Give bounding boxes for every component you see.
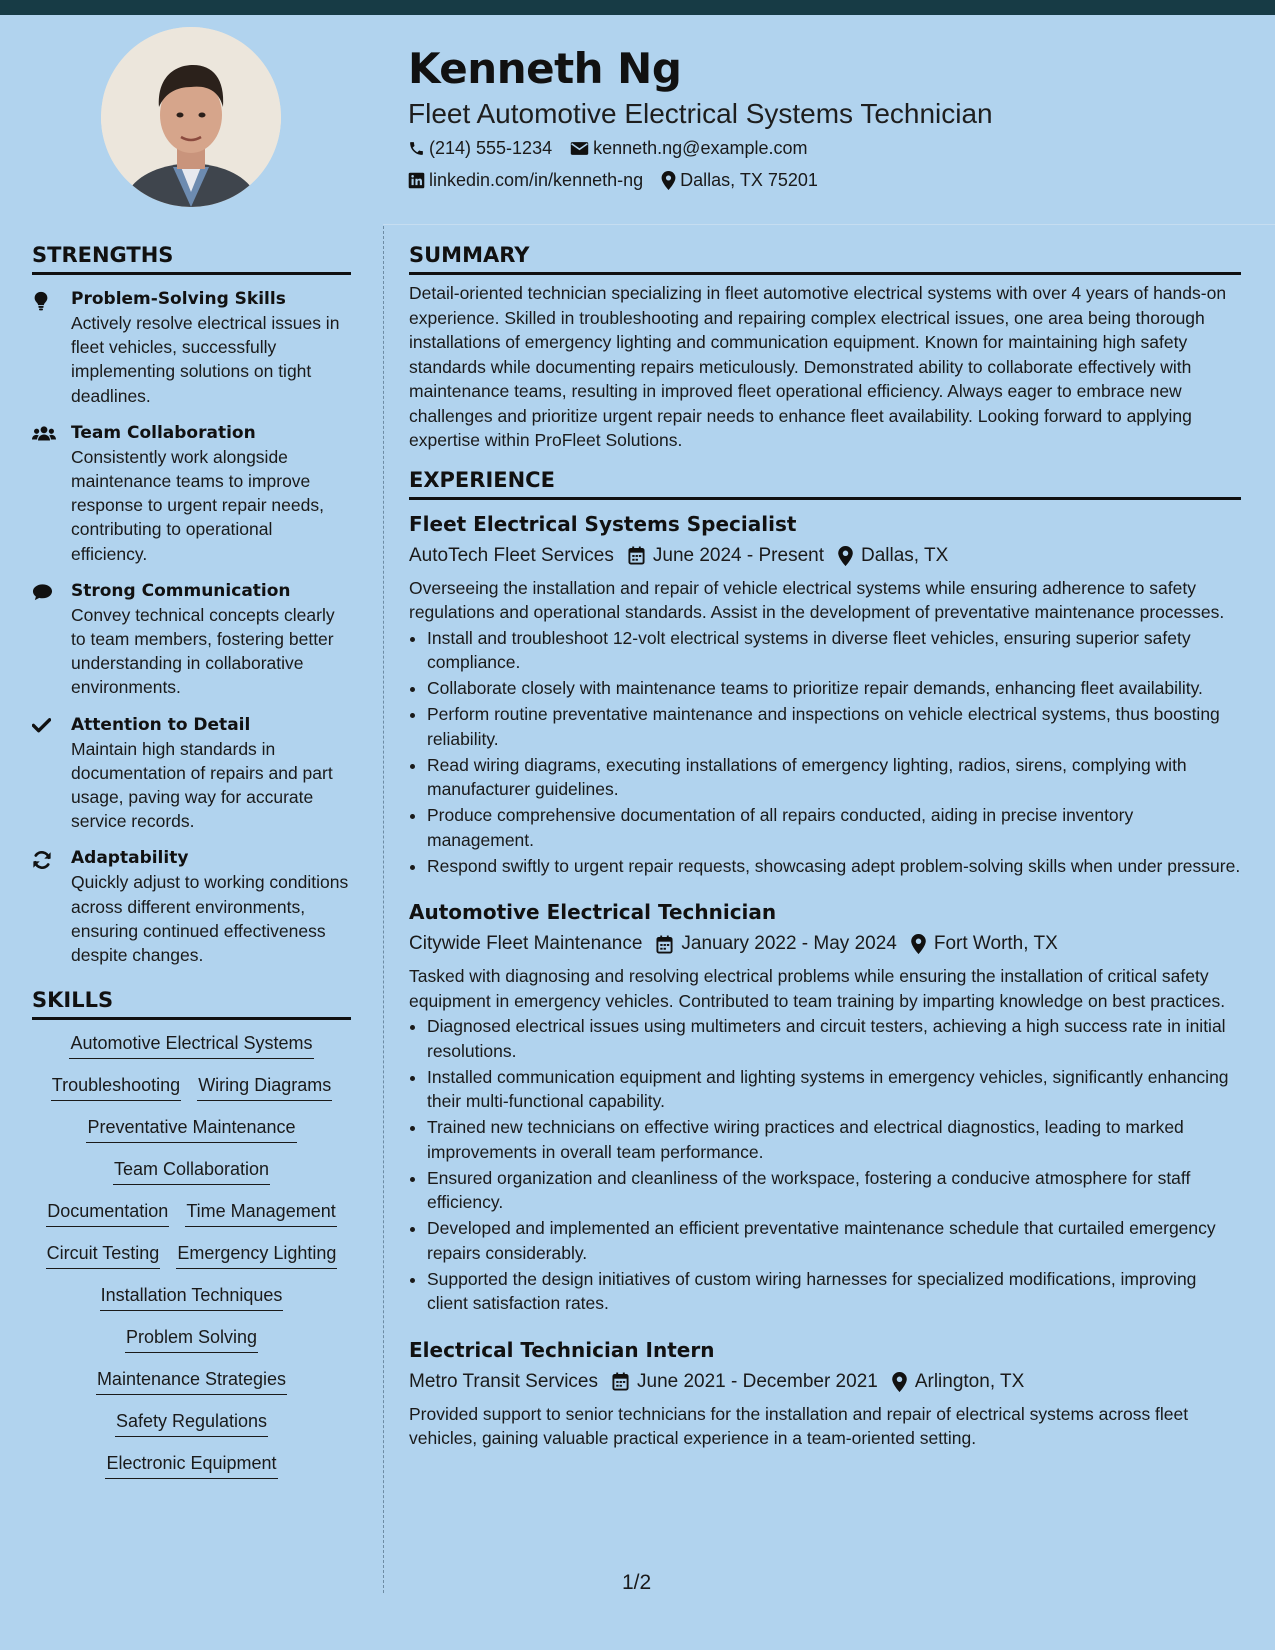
job-bullet: • Collaborate closely with maintenance teams to prioritize repair demands, enhancing fleet availability. — [427, 676, 1241, 701]
job-bullet: • Developed and implemented an efficient preventative maintenance schedule that curtailed emergency repairs considerably. — [427, 1216, 1241, 1265]
job-company: Metro Transit Services — [409, 1370, 598, 1392]
skill-row — [32, 1448, 351, 1479]
calendar-icon — [628, 546, 645, 565]
job-dates-text: June 2021 - December 2021 — [637, 1370, 878, 1392]
contact-row-1 — [408, 132, 1248, 164]
job-dates — [656, 926, 896, 962]
job-location-text: Arlington, TX — [914, 1370, 1025, 1392]
left-column — [32, 240, 351, 1490]
strengths-list — [32, 287, 351, 967]
skill-row — [32, 1406, 351, 1437]
job-bullet: • Supported the design initiatives of custom wiring harnesses for specialized modifications, improving client satisfaction rates. — [427, 1267, 1241, 1316]
job-bullet: • Produce comprehensive documentation of all repairs conducted, aiding in precise inventory management. — [427, 803, 1241, 852]
job-role: Electrical Technician Intern — [409, 1337, 715, 1362]
email-text: kenneth.ng@example.com — [593, 138, 808, 158]
skill-row — [32, 1364, 351, 1395]
skill-tag: Preventative Maintenance — [86, 1112, 296, 1143]
skill-row — [32, 1112, 351, 1143]
strength-title: Problem-Solving Skills — [71, 289, 286, 309]
strength-description: Quickly adjust to working conditions across different environments, ensuring continued effectiveness despite changes. — [71, 872, 349, 966]
skill-tag: Troubleshooting — [51, 1070, 181, 1101]
job-entry — [409, 1336, 1241, 1451]
strength-description: Convey technical concepts clearly to team members, fostering better understanding in collaborative environments. — [71, 604, 335, 698]
header-divider — [383, 224, 1275, 225]
linkedin-contact[interactable] — [408, 164, 643, 196]
phone-contact[interactable] — [408, 132, 552, 164]
job-description: Overseeing the installation and repair of vehicle electrical systems while ensuring adherence to safety regulations and operational standards. Assist in the development of preventative maintenance processes. — [409, 577, 1225, 622]
skill-tag: Maintenance Strategies — [96, 1364, 287, 1395]
skill-row — [32, 1322, 351, 1353]
job-location-text: Fort Worth, TX — [933, 933, 1058, 954]
job-bullet: • Diagnosed electrical issues using multimeters and circuit testers, achieving a high success rate in initial resolutions. — [427, 1014, 1241, 1063]
column-divider — [383, 226, 384, 1593]
skill-tag: Electronic Equipment — [105, 1448, 277, 1479]
strength-description: Maintain high standards in documentation of repairs and part usage, paving way for accurate service records. — [71, 738, 333, 832]
right-column — [409, 240, 1241, 1451]
job-role: Fleet Electrical Systems Specialist — [409, 511, 797, 536]
skill-row — [32, 1238, 351, 1269]
lightbulb-icon — [32, 291, 50, 311]
job-meta — [409, 926, 1241, 962]
job-bullet: • Trained new technicians on effective wiring practices and electrical diagnostics, leading to marked improvements in overall team performance. — [427, 1115, 1241, 1164]
profile-photo-image — [101, 27, 281, 207]
job-bullet: • Installed communication equipment and lighting systems in emergency vehicles, significantly enhancing their multi-functional capability. — [427, 1065, 1241, 1114]
skills-heading: SKILLS — [32, 985, 351, 1020]
strength-description: Actively resolve electrical issues in fleet vehicles, successfully implementing solutions on tight deadlines. — [71, 313, 340, 406]
speech-bubble-icon — [32, 583, 53, 601]
job-meta — [409, 538, 1241, 574]
phone-text: (214) 555-1234 — [429, 138, 553, 158]
calendar-icon — [656, 935, 673, 954]
job-entry — [409, 510, 1241, 879]
job-bullet: • Respond swiftly to urgent repair requests, showcasing adept problem-solving skills when under pressure. — [427, 854, 1241, 879]
location-text: Dallas, TX 75201 — [680, 170, 818, 190]
job-company: AutoTech Fleet Services — [409, 544, 614, 566]
job-dates — [628, 538, 824, 574]
skill-row — [32, 1280, 351, 1311]
skill-tag: Team Collaboration — [113, 1154, 270, 1185]
strengths-heading: STRENGTHS — [32, 240, 351, 275]
job-bullets — [409, 626, 1241, 879]
job-dates-text: January 2022 - May 2024 — [681, 933, 897, 954]
candidate-name: Kenneth Ng — [408, 44, 682, 93]
page-number: 1/2 — [622, 1571, 652, 1594]
job-dates — [612, 1364, 878, 1400]
skill-tag: Automotive Electrical Systems — [69, 1028, 313, 1059]
summary-heading: SUMMARY — [409, 240, 1241, 275]
skill-row — [32, 1196, 351, 1227]
map-pin-icon — [838, 546, 853, 566]
linkedin-text: linkedin.com/in/kenneth-ng — [429, 170, 644, 190]
strength-title: Strong Communication — [71, 580, 291, 601]
job-location — [911, 926, 1058, 962]
email-contact[interactable] — [570, 132, 807, 164]
strength-title: Attention to Detail — [71, 714, 251, 735]
job-description: Provided support to senior technicians for the installation and repair of electrical systems across fleet vehicles, gaining valuable practical experience in a team-oriented setting. — [409, 1403, 1189, 1448]
skill-row — [32, 1154, 351, 1185]
skill-tag: Wiring Diagrams — [197, 1070, 332, 1101]
job-location-text: Dallas, TX — [861, 544, 949, 566]
users-icon — [32, 425, 56, 443]
calendar-icon — [612, 1372, 629, 1391]
map-pin-icon — [661, 171, 676, 190]
refresh-icon — [32, 850, 52, 870]
skills-list — [32, 1028, 351, 1479]
job-bullet: • Install and troubleshoot 12-volt electrical systems in diverse fleet vehicles, ensuring superior safety compliance. — [427, 626, 1241, 675]
strength-title: Team Collaboration — [71, 422, 256, 443]
strength-item — [32, 287, 351, 408]
top-bar — [0, 0, 1275, 15]
skill-tag: Circuit Testing — [46, 1238, 161, 1269]
job-description: Tasked with diagnosing and resolving electrical problems while ensuring the installation of critical safety equipment in emergency vehicles. Contributed to team training by imparting knowledge on best practices. — [409, 966, 1226, 1011]
contact-row-2 — [408, 164, 1248, 196]
strength-description: Consistently work alongside maintenance teams to improve response to urgent repair needs, contributing to operational efficiency. — [71, 446, 324, 564]
skill-tag: Emergency Lighting — [176, 1238, 337, 1269]
map-pin-icon — [892, 1372, 907, 1392]
job-bullets — [409, 1014, 1241, 1316]
job-role: Automotive Electrical Technician — [409, 900, 777, 924]
profile-photo — [101, 27, 281, 207]
strength-item — [32, 421, 351, 566]
location-contact — [661, 164, 818, 196]
header — [408, 40, 1248, 196]
skill-tag: Documentation — [46, 1196, 169, 1227]
candidate-title: Fleet Automotive Electrical Systems Technician — [408, 98, 993, 129]
experience-heading: EXPERIENCE — [409, 465, 1241, 500]
job-bullet: • Ensured organization and cleanliness of the workspace, fostering a conducive atmosphere for staff efficiency. — [427, 1166, 1241, 1215]
job-bullet: • Perform routine preventative maintenance and inspections on vehicle electrical systems, thus boosting reliability. — [427, 702, 1241, 751]
strength-item — [32, 713, 351, 834]
job-dates-text: June 2024 - Present — [652, 544, 824, 566]
map-pin-icon — [911, 934, 926, 954]
skill-tag: Problem Solving — [125, 1322, 258, 1353]
skill-tag: Time Management — [185, 1196, 336, 1227]
strength-title: Adaptability — [71, 848, 189, 869]
job-meta — [409, 1364, 1241, 1400]
strength-item — [32, 846, 351, 967]
strength-item — [32, 579, 351, 700]
job-bullet: • Read wiring diagrams, executing installations of emergency lighting, radios, sirens, complying with manufacturer guidelines. — [427, 753, 1241, 802]
summary-text: Detail-oriented technician specializing in fleet automotive electrical systems with over 4 years of hands-on experience. Skilled in troubleshooting and repairing complex electrical issues, one area being thorough installations of emergency lighting and communication equipment. Known for maintaining high safety standards while documenting repairs meticulously. Demonstrated ability to collaborate effectively with maintenance teams, resulting in improved fleet operational efficiency. Always eager to embrace new challenges and prioritize urgent repair needs to enhance fleet availability. Looking forward to applying expertise within ProFleet Solutions. — [409, 283, 1227, 450]
job-company: Citywide Fleet Maintenance — [409, 933, 643, 954]
linkedin-icon — [408, 172, 425, 189]
phone-icon — [408, 140, 425, 157]
checkmark-icon — [32, 717, 51, 733]
job-entry — [409, 898, 1241, 1316]
envelope-icon — [570, 141, 589, 156]
job-location — [838, 538, 948, 574]
skill-row — [32, 1070, 351, 1101]
job-location — [892, 1364, 1024, 1400]
skill-tag: Safety Regulations — [115, 1406, 268, 1437]
skill-row — [32, 1028, 351, 1059]
skill-tag: Installation Techniques — [100, 1280, 284, 1311]
